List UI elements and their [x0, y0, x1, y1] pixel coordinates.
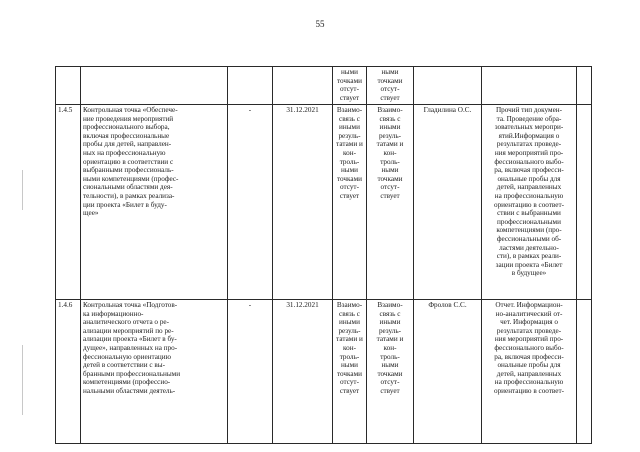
text-line: на профессиональную — [494, 191, 564, 200]
text-line: Контрольная точка «Обеспече- — [83, 106, 178, 114]
text-line: троль- — [380, 157, 400, 166]
text-line: ализации проекта «Билет в бу- — [83, 335, 177, 344]
text-line: на профессиональную — [494, 378, 564, 387]
row-dash — [228, 300, 273, 444]
text-line: результатах проведе- — [496, 326, 562, 335]
text-line: ными — [340, 361, 359, 370]
text-line: ствует — [380, 93, 400, 102]
text-line: точками — [336, 174, 363, 183]
text-line: троль- — [380, 352, 400, 361]
text-line: ориентацию в соответ- — [493, 200, 565, 209]
text-line: связь с — [379, 114, 401, 123]
text-line: ными — [381, 166, 399, 175]
text-line: - — [248, 106, 252, 114]
row-description — [81, 67, 228, 105]
text-line: фессиональными об- — [496, 234, 562, 243]
text-line: отсут- — [340, 183, 359, 192]
text-line: иными — [339, 123, 360, 132]
row-number — [56, 300, 81, 444]
text-line: ными — [340, 166, 359, 175]
text-line: 31.12.2021 — [286, 106, 319, 114]
text-line: троль- — [339, 157, 360, 166]
text-line: зации проекта «Билет — [495, 260, 563, 269]
scan-artifact-left — [22, 170, 23, 210]
text-line: 1.4.6 — [58, 301, 73, 309]
text-line: ятий.Информация о — [498, 131, 560, 140]
text-line: связь с — [339, 114, 360, 123]
row-relation-b — [367, 67, 414, 105]
scan-artifact-left — [22, 345, 23, 415]
text-line: дущее», направленных на про- — [83, 343, 178, 352]
row-relation-a — [333, 67, 367, 105]
text-line: связь с — [379, 309, 401, 318]
text-line: фессионального выбо- — [494, 343, 564, 352]
row-relation-a — [333, 105, 367, 300]
text-line: тельности), в рамках реализа- — [83, 191, 175, 200]
row-empty-cell — [577, 300, 592, 444]
text-line: фессионального выбо- — [494, 157, 564, 166]
text-line: ствии с выбранными — [497, 209, 561, 218]
text-line: резуль- — [378, 131, 402, 140]
text-line: компетенциями (про- — [496, 226, 562, 235]
text-line: ональные пробы для — [497, 174, 561, 183]
text-line: иными — [379, 123, 401, 132]
text-line: ствует — [380, 386, 400, 395]
text-line: ными — [381, 361, 399, 370]
text-line: сиональными областями дея- — [83, 183, 173, 192]
row-relation-b — [367, 105, 414, 300]
text-line: в будущее» — [511, 269, 547, 278]
text-line: ствует — [339, 191, 360, 200]
text-line: троль- — [339, 352, 360, 361]
text-line: отсут- — [380, 85, 400, 94]
text-line: ориентацию в соответ- — [493, 386, 565, 395]
text-line: профессионального выбора, — [83, 123, 170, 132]
text-line: кон- — [383, 148, 397, 157]
text-line: резуль- — [378, 326, 402, 335]
text-line: аналитического отчета о ре- — [83, 318, 169, 327]
row-result — [482, 105, 577, 300]
text-line: точками — [377, 76, 403, 85]
text-line: результатах проведе- — [496, 140, 562, 149]
row-description — [81, 105, 228, 300]
text-line: нальными областями деятель- — [83, 386, 176, 395]
row-responsible — [414, 105, 482, 300]
text-line: бранными профессиональными — [83, 369, 181, 378]
row-result — [482, 67, 577, 105]
text-line: резуль- — [338, 326, 361, 335]
text-line: Контрольная точка «Подготов- — [83, 301, 178, 309]
table-row — [56, 105, 592, 300]
text-line: Фролов С.С. — [428, 301, 467, 309]
text-line: детей, направленных — [496, 183, 562, 192]
text-line: татами и — [376, 335, 404, 344]
text-line: но-аналитический от- — [495, 309, 563, 318]
text-line: точками — [336, 76, 363, 85]
text-line: кон- — [343, 148, 356, 157]
text-line: 1.4.5 — [58, 106, 73, 114]
row-number — [56, 105, 81, 300]
text-line: Взаимо- — [336, 106, 363, 114]
row-responsible — [414, 300, 482, 444]
text-line: кон- — [343, 343, 356, 352]
row-date — [273, 300, 333, 444]
text-line: ции проекта «Билет в буду- — [83, 200, 167, 209]
text-line: отсут- — [340, 378, 359, 387]
text-line: профессиональными — [497, 217, 561, 226]
text-line: ных на профессиональную — [83, 148, 166, 157]
row-relation-b — [367, 300, 414, 444]
text-line: иными — [339, 318, 360, 327]
page-number: 55 — [315, 19, 325, 29]
text-line: компетенциями (профессио- — [83, 378, 171, 387]
text-line: выбранными профессиональ- — [83, 166, 174, 175]
row-dash — [228, 105, 273, 300]
text-line: точками — [377, 369, 403, 378]
text-line: Прочий тип докумен- — [495, 106, 563, 114]
row-date — [273, 105, 333, 300]
text-line: отсут- — [340, 85, 359, 94]
text-line: зовательных меропри- — [494, 123, 564, 132]
text-line: точками — [377, 174, 403, 183]
text-line: ными — [381, 68, 399, 76]
text-line: ка информационно- — [83, 309, 144, 318]
text-line: ластями деятельно- — [499, 243, 559, 252]
row-date — [273, 67, 333, 105]
text-line: Гладилина О.С. — [423, 106, 472, 114]
text-line: ра, включая професси- — [494, 166, 564, 175]
row-dash — [228, 67, 273, 105]
plan-table — [55, 66, 592, 444]
text-line: резуль- — [338, 131, 361, 140]
text-line: ствует — [339, 386, 360, 395]
text-line: ными — [340, 68, 359, 76]
text-line: татами и — [376, 140, 404, 149]
text-line: та. Проведение обра- — [496, 114, 562, 123]
text-line: сти), в рамках реали- — [496, 252, 562, 261]
text-line: пробы для детей, направлен- — [83, 140, 172, 149]
text-line: татами и — [336, 140, 363, 149]
row-empty-cell — [577, 105, 592, 300]
text-line: детей, направленных — [496, 369, 562, 378]
text-line: - — [248, 301, 252, 309]
row-relation-a — [333, 300, 367, 444]
text-line: точками — [336, 369, 363, 378]
text-line: отсут- — [380, 378, 400, 387]
text-line: ствует — [339, 93, 360, 102]
text-line: ными компетенциями (профес- — [83, 174, 179, 183]
text-line: ализации мероприятий по ре- — [83, 326, 174, 335]
text-line: фессиональную ориентацию — [83, 352, 171, 361]
text-line: чет. Информация о — [500, 318, 558, 327]
text-line: Взаимо- — [377, 301, 403, 309]
text-line: 31.12.2021 — [286, 301, 319, 309]
text-line: кон- — [383, 343, 397, 352]
text-line: ра, включая професси- — [494, 352, 564, 361]
text-line: детей в соответствии с вы- — [83, 361, 166, 370]
row-description — [81, 300, 228, 444]
row-number — [56, 67, 81, 105]
text-line: ориентацию в соответствии с — [83, 157, 174, 166]
text-line: иными — [379, 318, 401, 327]
text-line: Отчет. Информацион- — [495, 301, 563, 309]
table-row — [56, 300, 592, 444]
text-line: ональные пробы для — [497, 361, 561, 370]
text-line: отсут- — [380, 183, 400, 192]
row-empty-cell — [577, 67, 592, 105]
row-responsible — [414, 67, 482, 105]
text-line: Взаимо- — [336, 301, 363, 309]
text-line: ния мероприятий про- — [494, 148, 564, 157]
row-result — [482, 300, 577, 444]
text-line: татами и — [336, 335, 363, 344]
text-line: связь с — [339, 309, 360, 318]
text-line: Взаимо- — [377, 106, 403, 114]
text-line: включая профессиональные — [83, 131, 170, 140]
table-row — [56, 67, 592, 105]
text-line: ствует — [380, 191, 400, 200]
text-line: ния мероприятий про- — [494, 335, 564, 344]
text-line: ние проведения мероприятий — [83, 114, 174, 123]
text-line: щее» — [83, 209, 99, 218]
